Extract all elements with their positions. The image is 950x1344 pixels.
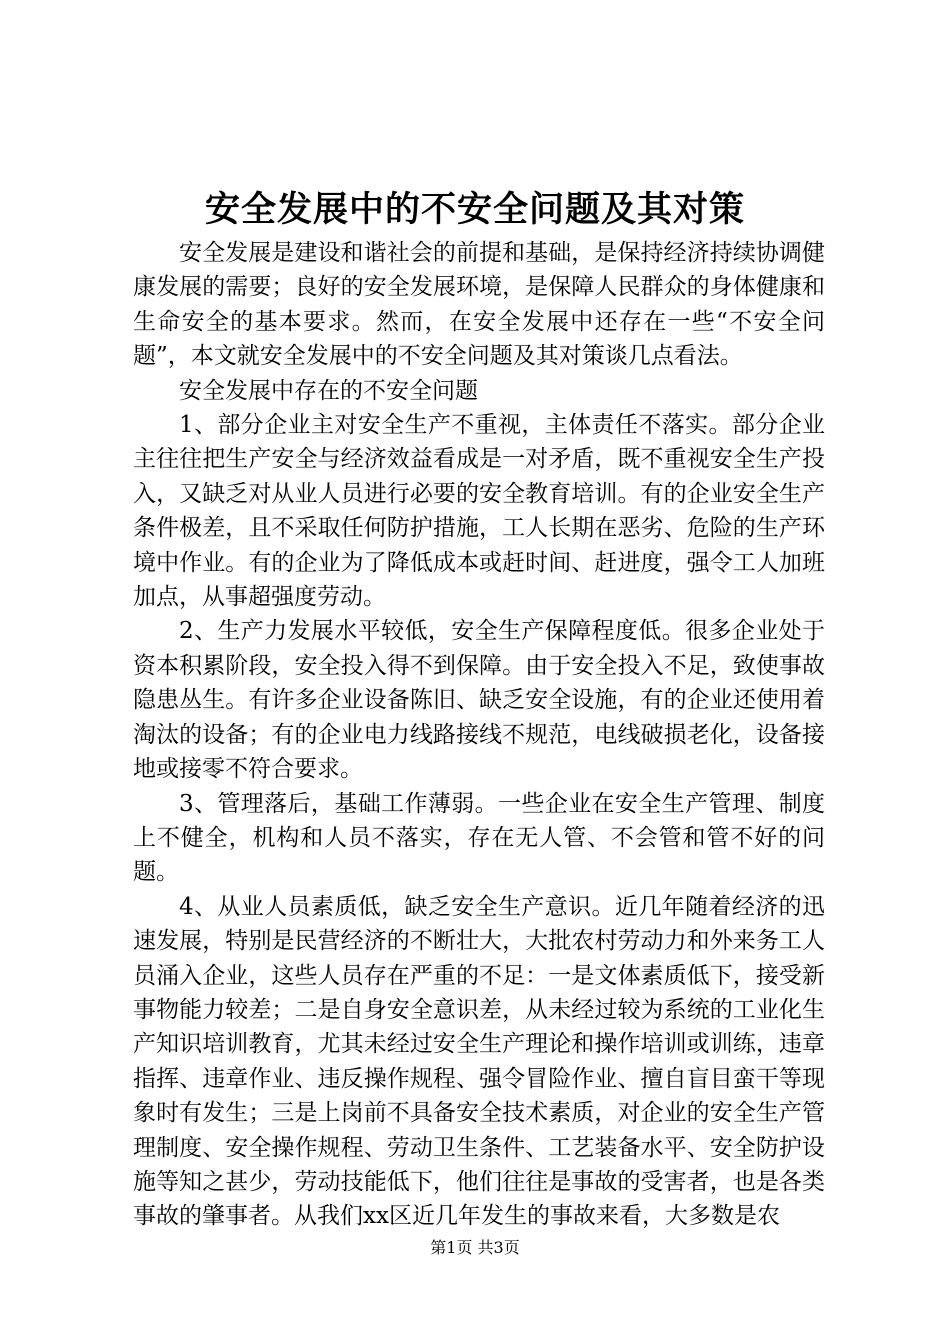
paragraph-intro: 安全发展是建设和谐社会的前提和基础，是保持经济持续协调健康发展的需要；良好的安全发展环境，是保障人民群众的身体健康和生命安全的基本要求。然而，在安全发展中还存在一些“不安全问题”，本文就安全发展中的不安全问题及其对策谈几点看法。: [133, 240, 825, 370]
document-title: 安全发展中的不安全问题及其对策: [204, 189, 745, 230]
section-heading: 安全发展中存在的不安全问题: [179, 377, 478, 404]
paragraph-item-1: 1、部分企业主对安全生产不重视，主体责任不落实。部分企业主往往把生产安全与经济效益看成是一对矛盾，既不重视安全生产投入，又缺乏对从业人员进行必要的安全教育培训。有的企业安全生产条件极差，且不采取任何防护措施，工人长期在恶劣、危险的生产环境中作业。有的企业为了降低成本或赶时间、赶进度，强令工人加班加点，从事超强度劳动。: [133, 412, 825, 611]
document-body: [133, 236, 825, 1234]
paragraph-item-4: 4、从业人员素质低，缺乏安全生产意识。近几年随着经济的迅速发展，特别是民营经济的不断壮大，大批农村劳动力和外来务工人员涌入企业，这些人员存在严重的不足：一是文体素质低下，接受新事物能力较差；二是自身安全意识差，从未经过较为系统的工业化生产知识培训教育，尤其未经过安全生产理论和操作培训或训练，违章指挥、违章作业、违反操作规程、强令冒险作业、擅自盲目蛮干等现象时有发生；三是上岗前不具备安全技术素质，对企业的安全生产管理制度、安全操作规程、劳动卫生条件、工艺装备水平、安全防护设施等知之甚少，劳动技能低下，他们往往是事故的受害者，也是各类事故的肇事者。从我们xx区近几年发生的事故来看，大多数是农: [133, 893, 825, 1230]
paragraph-item-3: 3、管理落后，基础工作薄弱。一些企业在安全生产管理、制度上不健全，机构和人员不落实，存在无人管、不会管和管不好的问题。: [133, 790, 825, 886]
paragraph-item-2: 2、生产力发展水平较低，安全生产保障程度低。很多企业处于资本积累阶段，安全投入得不到保障。由于安全投入不足，致使事故隐患丛生。有许多企业设备陈旧、缺乏安全设施，有的企业还使用着淘汰的设备；有的企业电力线路接线不规范，电线破损老化，设备接地或接零不符合要求。: [133, 618, 825, 783]
page-footer: 第1页 共3页: [430, 1238, 520, 1257]
